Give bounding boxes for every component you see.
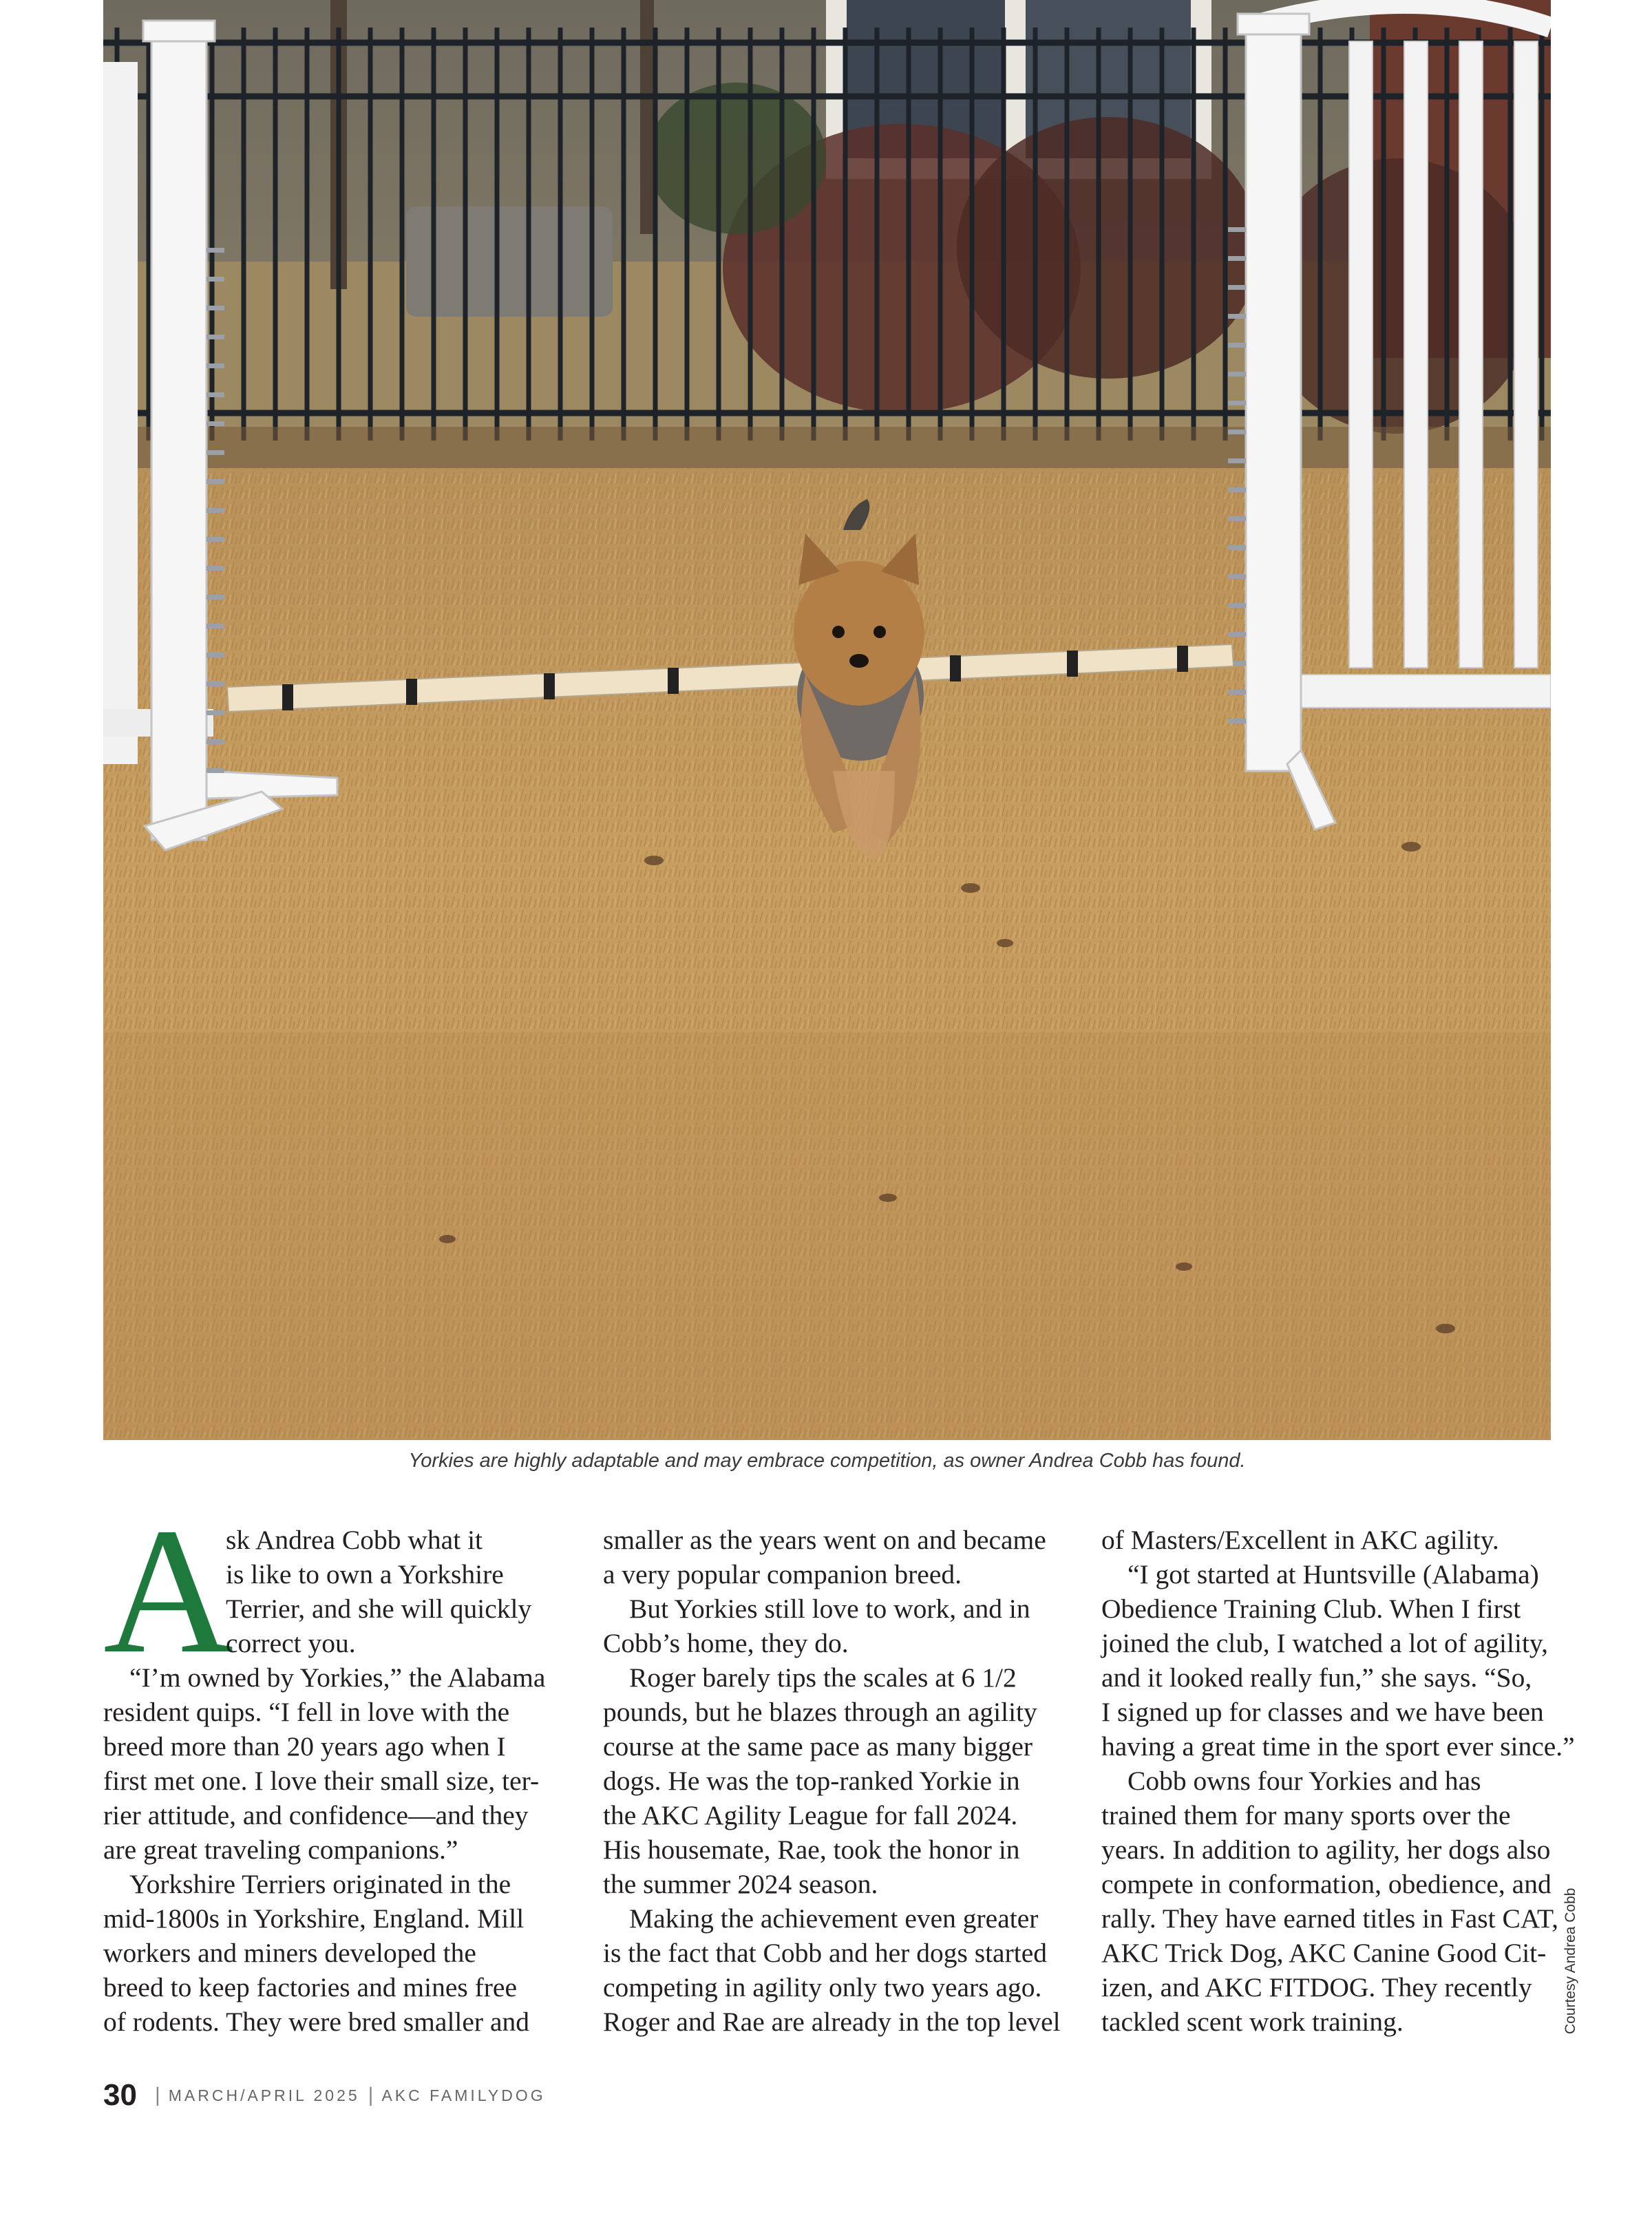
- hero-photo: [103, 0, 1551, 1440]
- jump-peg: [206, 508, 224, 513]
- text-line: first met one. I love their small size, ter-: [103, 1766, 540, 1796]
- jump-peg: [206, 277, 224, 282]
- jump-peg: [206, 710, 224, 715]
- jump-peg: [1228, 401, 1246, 405]
- text-line: Cobb owns four Yorkies and has: [1127, 1766, 1481, 1796]
- text-line: and it looked really fun,” she says. “So,: [1101, 1662, 1532, 1693]
- article-column-2: [603, 1523, 1061, 2039]
- bar-stripe: [1067, 651, 1078, 677]
- text-line: I signed up for classes and we have been: [1101, 1697, 1544, 1727]
- text-line: Roger barely tips the scales at 6 1/2: [629, 1662, 1017, 1693]
- text-line: correct you.: [226, 1628, 356, 1658]
- bar-stripe: [950, 655, 961, 681]
- text-line: having a great time in the sport ever since.”: [1101, 1731, 1575, 1762]
- jump-peg: [1228, 430, 1246, 434]
- jump-peg: [206, 335, 224, 339]
- text-line: izen, and AKC FITDOG. They recently: [1101, 1972, 1532, 2002]
- photo-caption: Yorkies are highly adaptable and may embrace competition, as owner Andrea Cobb has found.: [408, 1450, 1246, 1472]
- jump-peg: [1228, 372, 1246, 377]
- text-line: “I got started at Huntsville (Alabama): [1127, 1559, 1539, 1589]
- jump-peg: [206, 363, 224, 368]
- drop-cap: A: [103, 1491, 234, 1691]
- bar-stripe: [406, 679, 417, 705]
- jump-peg: [1228, 285, 1246, 290]
- bar-stripe: [668, 668, 679, 694]
- jump-peg: [1228, 256, 1246, 261]
- text-line: pounds, but he blazes through an agility: [603, 1697, 1037, 1727]
- jump-peg: [1228, 343, 1246, 348]
- jump-peg: [206, 392, 224, 397]
- text-line: But Yorkies still love to work, and in: [629, 1594, 1030, 1624]
- text-line: rally. They have earned titles in Fast CAT,: [1101, 1903, 1559, 1934]
- text-line: dogs. He was the top-ranked Yorkie in: [603, 1766, 1020, 1796]
- jump-peg: [1228, 516, 1246, 521]
- jump-peg: [1228, 574, 1246, 579]
- jump-peg: [206, 479, 224, 484]
- text-line: breed to keep factories and mines free: [103, 1972, 517, 2002]
- jump-peg: [206, 768, 224, 773]
- right-jump-standard: [1246, 21, 1301, 771]
- text-line: compete in conformation, obedience, and: [1101, 1869, 1552, 1899]
- jump-peg: [1228, 690, 1246, 695]
- text-line: a very popular companion breed.: [603, 1559, 962, 1589]
- yorkie-photo-illustration: [103, 0, 1551, 1440]
- text-line: is like to own a Yorkshire: [226, 1559, 504, 1589]
- jump-peg: [1228, 458, 1246, 463]
- text-line: Obedience Training Club. When I first: [1101, 1594, 1521, 1624]
- jump-peg: [206, 566, 224, 571]
- jump-peg: [206, 306, 224, 310]
- footer-divider: |: [154, 2084, 160, 2106]
- left-jump-standard: [151, 28, 206, 840]
- text-line: “I’m owned by Yorkies,” the Alabama: [129, 1662, 546, 1693]
- footer-divider: |: [368, 2084, 374, 2106]
- photo-credit: Courtesy Andrea Cobb: [1563, 1888, 1578, 2034]
- text-line: resident quips. “I fell in love with the: [103, 1697, 510, 1727]
- page-number: 30: [103, 2078, 137, 2112]
- text-line: competing in agility only two years ago.: [603, 1972, 1042, 2002]
- magazine-name: AKC FAMILYDOG: [381, 2086, 546, 2104]
- jump-peg: [206, 624, 224, 628]
- page-footer: [103, 2075, 546, 2116]
- text-line: Cobb’s home, they do.: [603, 1628, 849, 1658]
- jump-peg: [1228, 487, 1246, 492]
- text-line: Terrier, and she will quickly: [226, 1594, 532, 1624]
- text-line: course at the same pace as many bigger: [603, 1731, 1033, 1762]
- jump-peg: [206, 595, 224, 600]
- bar-stripe: [544, 673, 555, 699]
- text-line: His housemate, Rae, took the honor in: [603, 1835, 1020, 1865]
- article-column-1: [103, 1523, 544, 2039]
- text-line: the summer 2024 season.: [603, 1869, 878, 1899]
- jump-peg: [206, 450, 224, 455]
- text-line: Yorkshire Terriers originated in the: [129, 1869, 511, 1899]
- jump-peg: [206, 421, 224, 426]
- text-line: mid-1800s in Yorkshire, England. Mill: [103, 1903, 525, 1934]
- jump-peg: [206, 537, 224, 542]
- text-line: the AKC Agility League for fall 2024.: [603, 1800, 1018, 1830]
- text-line: breed more than 20 years ago when I: [103, 1731, 506, 1762]
- jump-peg: [1228, 545, 1246, 550]
- text-line: rier attitude, and confidence—and they: [103, 1800, 529, 1830]
- text-line: sk Andrea Cobb what it: [226, 1525, 483, 1555]
- text-line: is the fact that Cobb and her dogs started: [603, 1938, 1047, 1968]
- text-line: workers and miners developed the: [103, 1938, 476, 1968]
- text-line: Making the achievement even greater: [629, 1903, 1039, 1934]
- text-line: years. In addition to agility, her dogs also: [1101, 1835, 1551, 1865]
- text-line: tackled scent work training.: [1101, 2007, 1404, 2037]
- bar-stripe: [1177, 646, 1188, 672]
- jump-peg: [206, 248, 224, 253]
- jump-peg: [206, 739, 224, 744]
- jump-peg: [1228, 314, 1246, 319]
- jump-peg: [1228, 719, 1246, 723]
- text-line: Roger and Rae are already in the top level: [603, 2007, 1061, 2037]
- text-line: AKC Trick Dog, AKC Canine Good Cit-: [1101, 1938, 1547, 1968]
- text-line: trained them for many sports over the: [1101, 1800, 1511, 1830]
- jump-peg: [1228, 632, 1246, 637]
- text-line: smaller as the years went on and became: [603, 1525, 1046, 1555]
- jump-peg: [206, 653, 224, 657]
- jump-peg: [1228, 227, 1246, 232]
- jump-peg: [206, 681, 224, 686]
- text-line: are great traveling companions.”: [103, 1835, 458, 1865]
- text-line: of rodents. They were bred smaller and: [103, 2007, 529, 2037]
- issue-date: MARCH/APRIL 2025: [168, 2086, 360, 2104]
- text-line: of Masters/Excellent in AKC agility.: [1101, 1525, 1499, 1555]
- bar-stripe: [282, 684, 293, 710]
- text-line: joined the club, I watched a lot of agility,: [1101, 1628, 1548, 1658]
- jump-peg: [1228, 603, 1246, 608]
